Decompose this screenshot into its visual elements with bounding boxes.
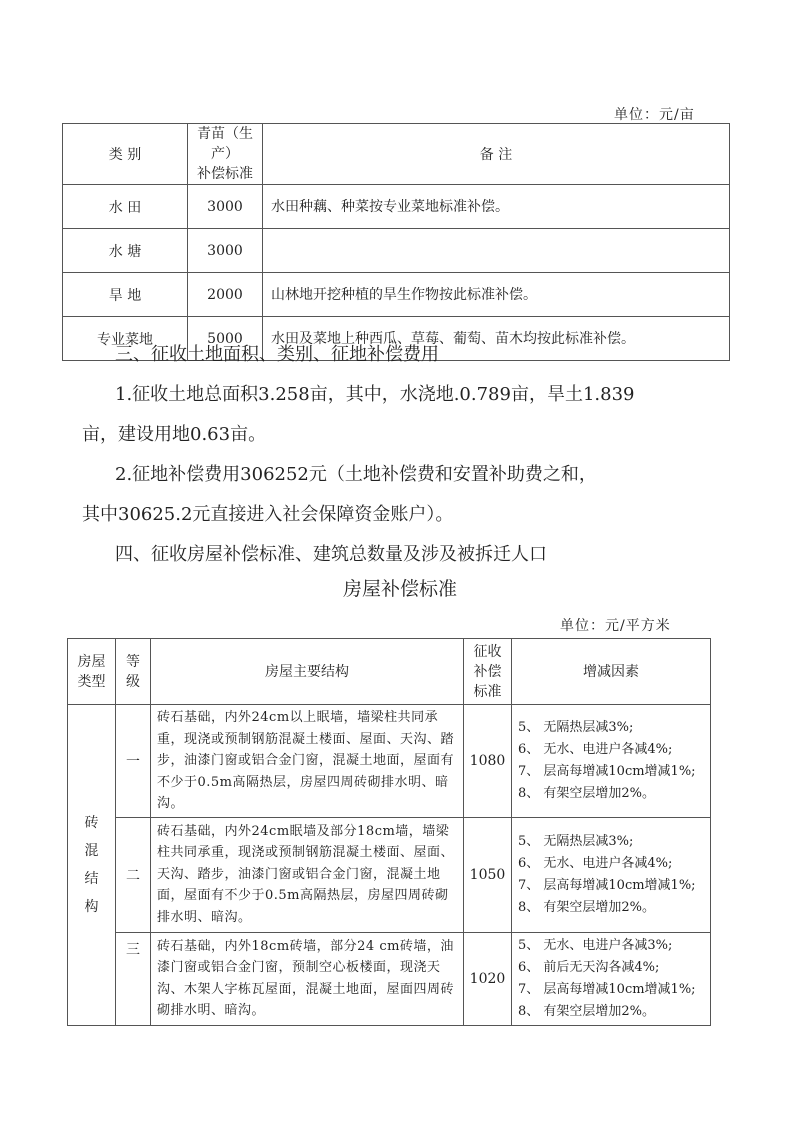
row-category: 水 塘 bbox=[63, 229, 188, 273]
header-structure: 房屋主要结构 bbox=[151, 639, 464, 705]
header-standard bbox=[464, 639, 512, 705]
row-category: 水 田 bbox=[63, 185, 188, 229]
header-standard-line2: 补偿 bbox=[473, 663, 502, 680]
section3-heading: 三、征收土地面积、类别、征地补偿费用 bbox=[115, 344, 439, 365]
section3-item1-line1: 1.征收土地总面积3.258亩，其中，水浇地.0.789亩，旱土1.839 bbox=[115, 384, 635, 405]
factor-item: 8、 有架空层增加2%。 bbox=[518, 1003, 656, 1019]
row-structure: 砖石基础，内外24cm眠墙及部分18cm墙，墙梁柱共同承重，现浇或预制钢筋混凝土楼面、屋面、天沟、踏步，油漆门窗或铝合金门窗，混凝土地面，屋面有不少于0.5m高隔热层，房屋四周砖砌排水明、暗沟。 bbox=[151, 817, 464, 932]
header-grade-line1: 等 bbox=[126, 653, 140, 670]
header-grade-line2: 级 bbox=[126, 673, 140, 690]
factor-item: 7、 层高每增减10cm增减1%; bbox=[518, 763, 696, 779]
header-note: 备 注 bbox=[263, 124, 730, 185]
row-note: 山林地开挖种植的旱生作物按此标准补偿。 bbox=[263, 273, 730, 317]
row-structure: 砖石基础，内外18cm砖墙，部分24 cm砖墙，油漆门窗或铝合金门窗，预制空心板楼面，现浇天沟、木架人字栋瓦屋面，混凝土地面，屋面四周砖砌排水明、暗沟。 bbox=[151, 932, 464, 1025]
header-type-line2: 类型 bbox=[77, 673, 106, 690]
row-factors bbox=[512, 705, 711, 818]
type-char: 砖 bbox=[84, 814, 99, 831]
row-note: 水田及菜地上种西瓜、草莓、葡萄、苗木均按此标准补偿。 bbox=[263, 317, 730, 361]
header-standard-line1: 征收 bbox=[473, 643, 502, 660]
row-standard: 2000 bbox=[188, 273, 263, 317]
header-standard-line1: 青苗（生产） bbox=[197, 126, 253, 162]
header-standard-line2: 补偿标准 bbox=[197, 166, 253, 182]
row-factors bbox=[512, 932, 711, 1025]
factor-item: 7、 层高每增减10cm增减1%; bbox=[518, 981, 696, 997]
section3-item1-line2: 亩，建设用地0.63亩。 bbox=[82, 424, 267, 445]
factor-item: 5、 无隔热层减3%; bbox=[518, 719, 634, 735]
factor-item: 6、 无水、电进户各减4%; bbox=[518, 855, 673, 871]
row-factors bbox=[512, 817, 711, 932]
table-row bbox=[68, 932, 711, 1025]
row-standard: 3000 bbox=[188, 229, 263, 273]
table-header-row bbox=[63, 124, 730, 185]
table-row bbox=[63, 229, 730, 273]
table-row bbox=[63, 273, 730, 317]
table-row bbox=[63, 185, 730, 229]
section3-item2-line2: 其中30625.2元直接进入社会保障资金账户）。 bbox=[82, 504, 454, 525]
factor-item: 8、 有架空层增加2%。 bbox=[518, 899, 656, 915]
table2-caption: 房屋补偿标准 bbox=[342, 578, 457, 600]
type-brick-concrete bbox=[68, 705, 116, 1026]
factor-item: 8、 有架空层增加2%。 bbox=[518, 785, 656, 801]
factor-item: 7、 层高每增减10cm增减1%; bbox=[518, 877, 696, 893]
header-type bbox=[68, 639, 116, 705]
row-category: 旱 地 bbox=[63, 273, 188, 317]
house-compensation-table bbox=[67, 638, 711, 1026]
table2-unit: 单位：元/平方米 bbox=[560, 618, 671, 634]
table-row bbox=[68, 705, 711, 818]
row-note: 水田种藕、种菜按专业菜地标准补偿。 bbox=[263, 185, 730, 229]
table1-unit: 单位：元/亩 bbox=[614, 107, 695, 123]
header-standard-line3: 标准 bbox=[473, 683, 502, 700]
row-standard: 3000 bbox=[188, 185, 263, 229]
row-standard: 1020 bbox=[464, 932, 512, 1025]
row-category: 专业菜地 bbox=[63, 317, 188, 361]
factor-item: 5、 无水、电进户各减3%; bbox=[518, 937, 673, 953]
row-standard: 1080 bbox=[464, 705, 512, 818]
header-grade bbox=[116, 639, 151, 705]
factor-item: 5、 无隔热层减3%; bbox=[518, 833, 634, 849]
row-grade: 二 bbox=[116, 817, 151, 932]
header-factors: 增减因素 bbox=[512, 639, 711, 705]
section3-item2-line1: 2.征地补偿费用306252元（土地补偿费和安置补助费之和， bbox=[115, 464, 597, 485]
row-standard: 5000 bbox=[188, 317, 263, 361]
type-char: 构 bbox=[84, 898, 99, 915]
row-grade: 三 bbox=[116, 932, 151, 1025]
row-note bbox=[263, 229, 730, 273]
header-type-line1: 房屋 bbox=[77, 653, 106, 670]
table-header-row bbox=[68, 639, 711, 705]
section4-heading: 四、征收房屋补偿标准、建筑总数量及涉及被拆迁人口 bbox=[115, 544, 547, 565]
row-structure: 砖石基础，内外24cm以上眠墙，墙梁柱共同承重，现浇或预制钢筋混凝土楼面、屋面、天沟、踏步，油漆门窗或铝合金门窗，混凝土地面，屋面有不少于0.5m高隔热层，房屋四周砖砌排水明、暗沟。 bbox=[151, 705, 464, 818]
row-standard: 1050 bbox=[464, 817, 512, 932]
header-category: 类 别 bbox=[63, 124, 188, 185]
factor-item: 6、 无水、电进户各减4%; bbox=[518, 741, 673, 757]
type-char: 混 bbox=[84, 842, 99, 859]
type-char: 结 bbox=[84, 870, 99, 887]
factor-item: 6、 前后无天沟各减4%; bbox=[518, 959, 660, 975]
header-standard bbox=[188, 124, 263, 185]
seedling-compensation-table bbox=[62, 123, 730, 361]
row-grade: 一 bbox=[116, 705, 151, 818]
table-row bbox=[68, 817, 711, 932]
